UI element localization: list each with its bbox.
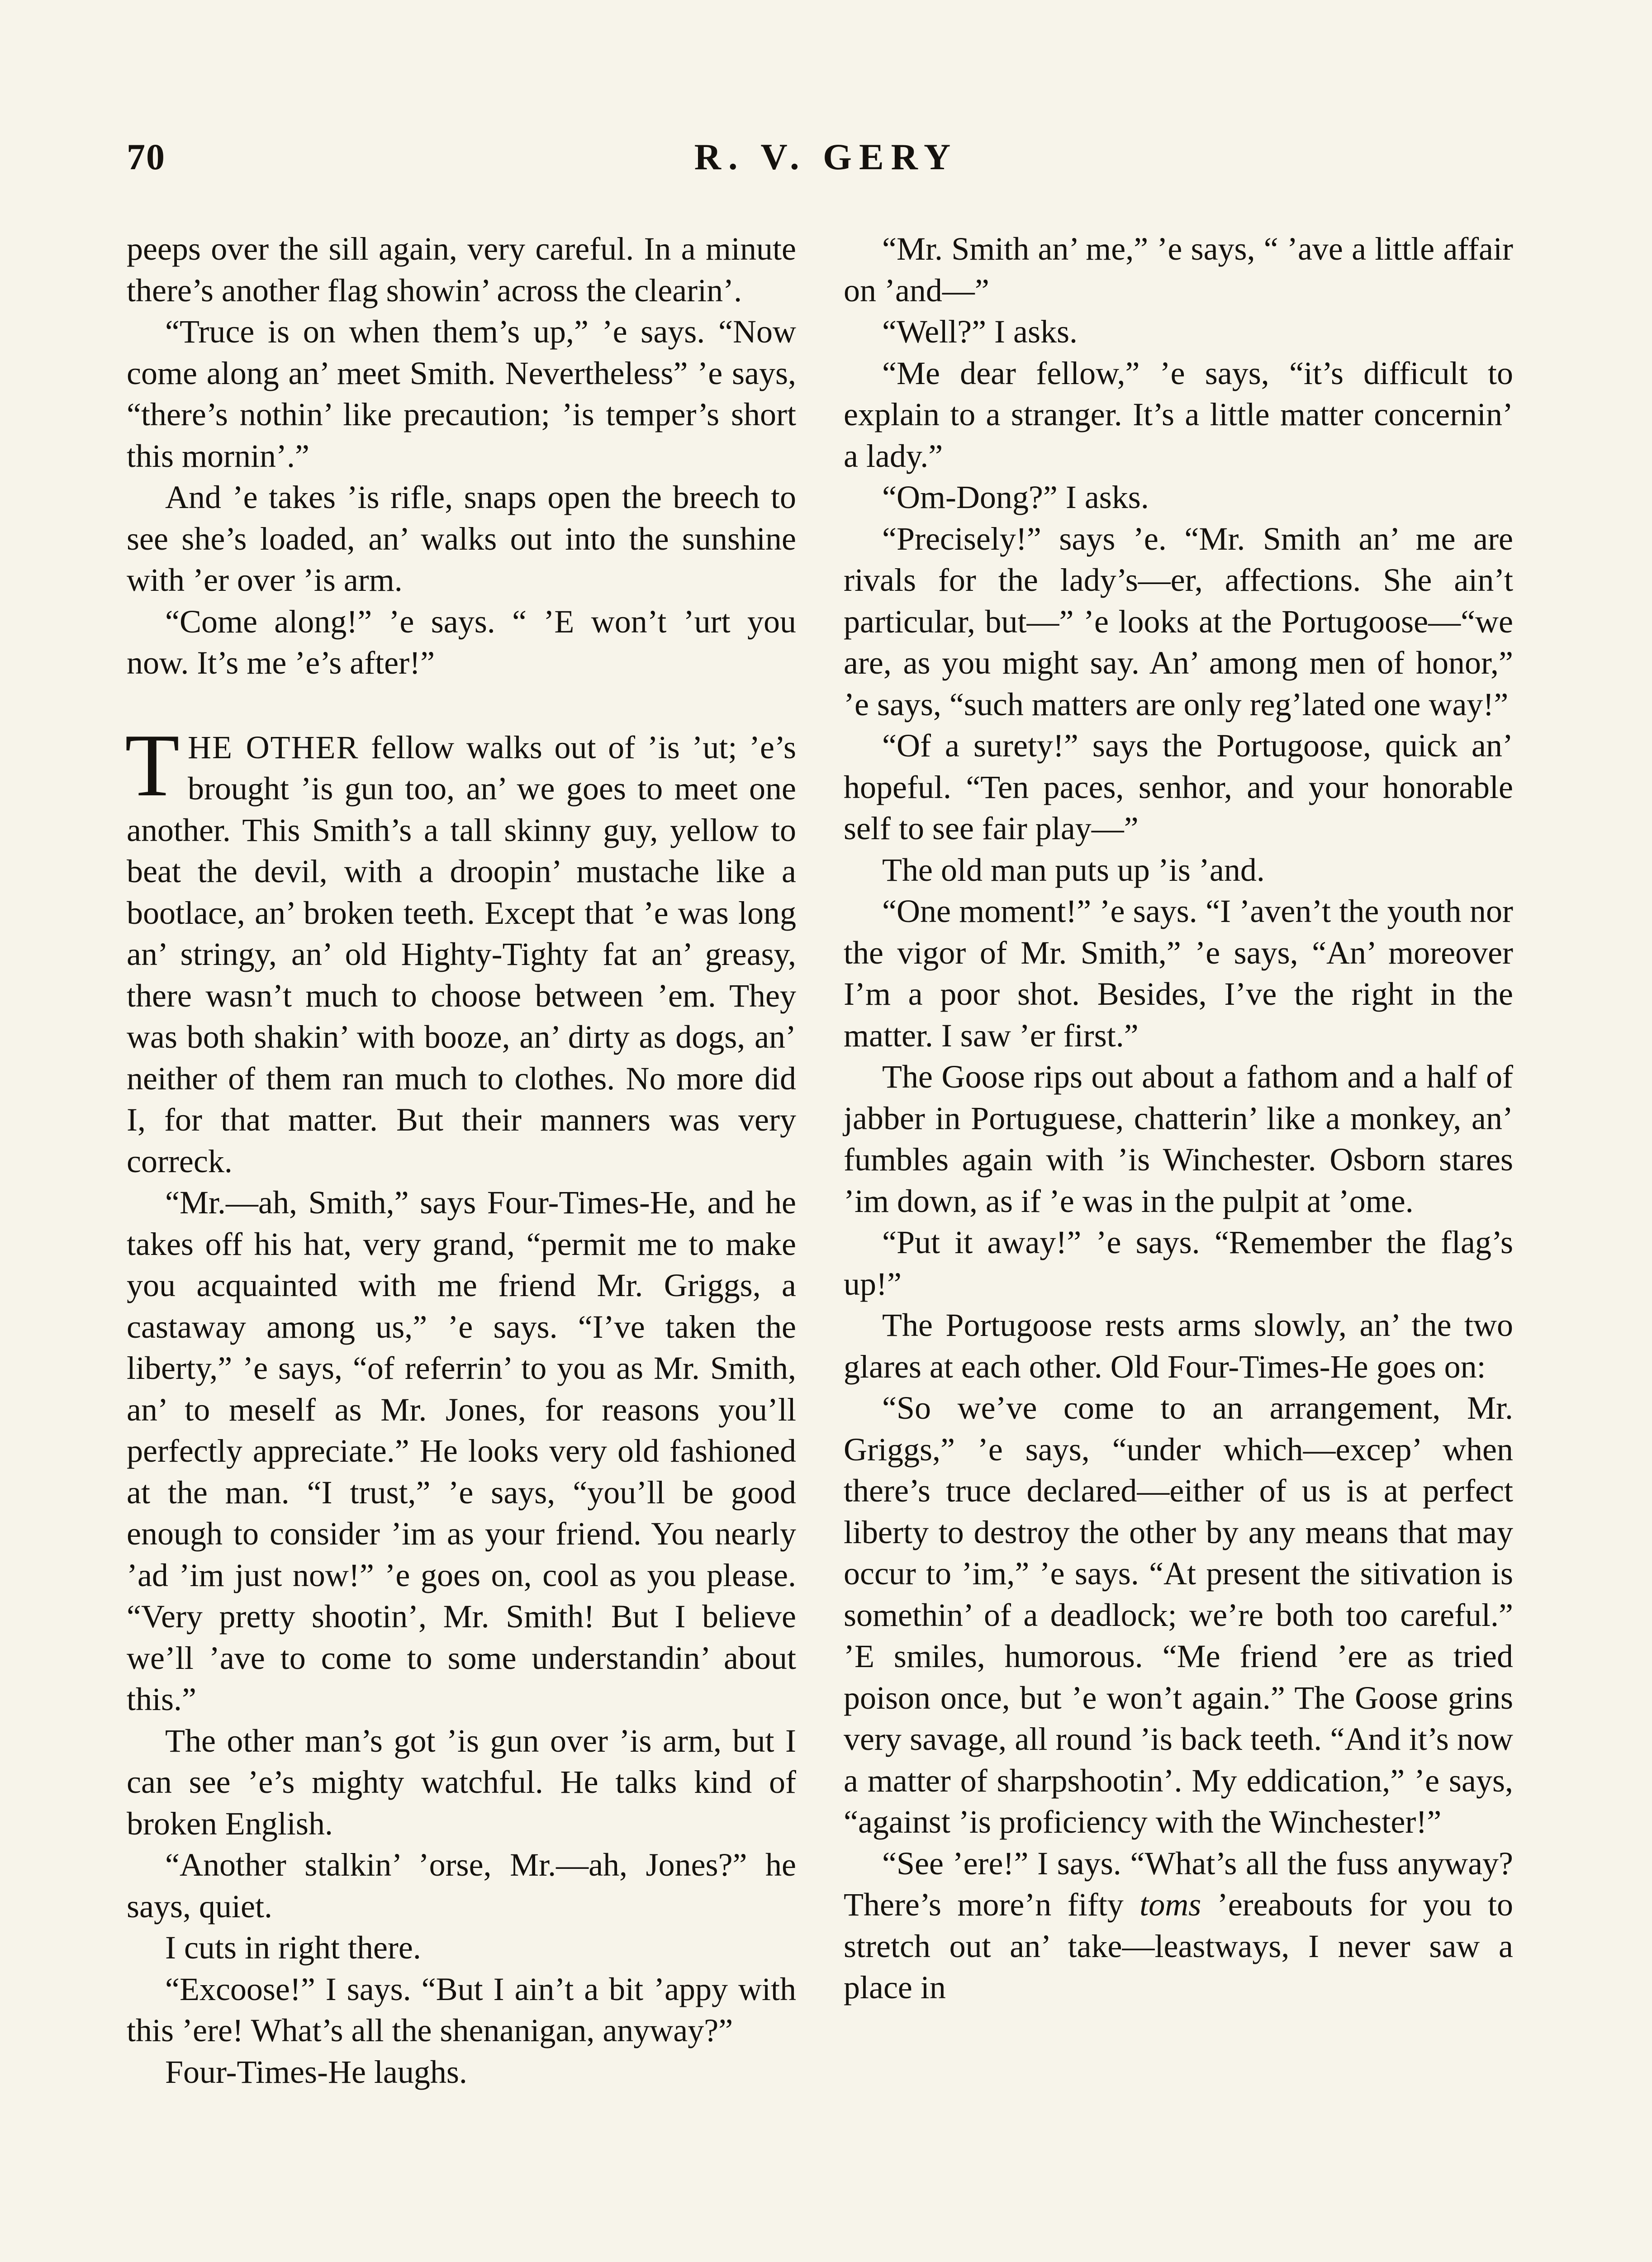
paragraph-final	[844, 1843, 1513, 2009]
paragraph: “So we’ve come to an arrangement, Mr. Griggs,” ’e says, “under which—excep’ when there’s truce declared—either of us is at perfect liberty to destroy the other by any means that may occur to ’im,” ’e says. “At present the sitivation is somethin’ of a deadlock; we’re both too careful.” ’E smiles, humorous. “Me friend ’ere as tried poison once, but ’e won’t again.” The Goose grins very savage, all round ’is back teeth. “And it’s now a matter of sharpshootin’. My eddication,” ’e says, “against ’is proficiency with the Winchester!”	[844, 1390, 1513, 1840]
section-opening-paragraph	[125, 715, 796, 1183]
paragraph: “Another stalkin’ ’orse, Mr.—ah, Jones?” he says, quiet.	[127, 1847, 796, 1925]
paragraph: Four-Times-He laughs.	[165, 2053, 467, 2090]
italic-word: toms	[1139, 1887, 1201, 1923]
page-number: 70	[127, 136, 166, 177]
paragraph: The old man puts up ’is ’and.	[882, 851, 1265, 888]
paragraph: And ’e takes ’is rifle, snaps open the breech to see she’s loaded, an’ walks out into the sunshine with ’er over ’is arm.	[127, 479, 796, 598]
final-text-end: ’ereabouts for you to stretch out an’ take—leastways, I never saw a place in	[844, 1887, 1513, 2005]
paragraph: “Well?” I asks.	[882, 314, 1078, 350]
right-column	[844, 228, 1513, 2009]
running-head-author: R. V. GERY	[694, 136, 958, 177]
paragraph: “Truce is on when them’s up,” ’e says. “Now come along an’ meet Smith. Nevertheless” ’e says, “there’s nothin’ like precaution; ’is temper’s short this mornin’.”	[127, 314, 796, 474]
paragraph: peeps over the sill again, very careful. In a minute there’s another flag showin’ across the clearin’.	[127, 231, 796, 309]
drop-cap: T	[125, 715, 180, 815]
paragraph: “Mr. Smith an’ me,” ’e says, “ ’ave a little affair on ’and—”	[844, 231, 1513, 309]
paragraph: “Mr.—ah, Smith,” says Four-Times-He, and he takes off his hat, very grand, “permit me to make you acquainted with me friend Mr. Griggs, a castaway among us,” ’e says. “I’ve taken the liberty,” ’e says, “of referrin’ to you as Mr. Smith, an’ to meself as Mr. Jones, for reasons you’ll perfectly appreciate.” He looks very old fashioned at the man. “I trust,” ’e says, “you’ll be good enough to consider ’im as your friend. You nearly ’ad ’im just now!” ’e goes on, cool as you please. “Very pretty shootin’, Mr. Smith! But I believe we’ll ’ave to come to some understandin’ about this.”	[127, 1184, 796, 1717]
section-text: fellow walks out of ’is ’ut; ’e’s brought ’is gun too, an’ we goes to meet one another. This Smith’s a tall skinny guy, yellow to beat the devil, with a droopin’ mustache like a bootlace, an’ broken teeth. Except that ’e was long an’ stringy, an’ old Highty-Tighty fat an’ greasy, there wasn’t much to choose between ’em. They was both shakin’ with booze, an’ dirty as dogs, an’ neither of them ran much to clothes. No more did I, for that matter. But their manners was very correck.	[127, 729, 796, 1179]
section-lead-in: HE OTHER	[187, 729, 359, 765]
paragraph: “Excoose!” I says. “But I ain’t a bit ’appy with this ’ere! What’s all the shenanigan, anyway?”	[127, 1971, 796, 2048]
paragraph: “Of a surety!” says the Portugoose, quick an’ hopeful. “Ten paces, senhor, and your honorable self to see fair play—”	[844, 727, 1513, 846]
paragraph: “Om-Dong?” I asks.	[882, 479, 1149, 515]
final-text-start: “See ’ere!” I says. “What’s all the fuss anyway? There’s more’n fifty	[844, 1845, 1513, 1923]
paragraph: “One moment!” ’e says. “I ’aven’t the youth nor the vigor of Mr. Smith,” ’e says, “An’ moreover I’m a poor shot. Besides, I’ve the right in the matter. I saw ’er first.”	[844, 893, 1513, 1054]
paragraph: “Put it away!” ’e says. “Remember the flag’s up!”	[844, 1224, 1513, 1302]
paragraph: The Portugoose rests arms slowly, an’ the two glares at each other. Old Four-Times-He goes on:	[844, 1307, 1513, 1385]
paragraph: “Precisely!” says ’e. “Mr. Smith an’ me are rivals for the lady’s—er, affections. She ain’t particular, but—” ’e looks at the Portugoose—“we are, as you might say. An’ among men of honor,” ’e says, “such matters are only reg’lated one way!”	[844, 520, 1513, 722]
page-header	[127, 136, 1525, 190]
paragraph: I cuts in right there.	[165, 1929, 421, 1966]
paragraph: The Goose rips out about a fathom and a half of jabber in Portuguese, chatterin’ like a monkey, an’ fumbles again with ’is Winchester. Osborn stares ’im down, as if ’e was in the pulpit at ’ome.	[844, 1059, 1513, 1219]
paragraph: “Come along!” ’e says. “ ’E won’t ’urt you now. It’s me ’e’s after!”	[127, 603, 796, 681]
paragraph: “Me dear fellow,” ’e says, “it’s difficult to explain to a stranger. It’s a little matter concernin’ a lady.”	[844, 355, 1513, 474]
paragraph: The other man’s got ’is gun over ’is arm, but I can see ’e’s mighty watchful. He talks kind of broken English.	[127, 1722, 796, 1842]
left-column	[127, 228, 796, 2093]
